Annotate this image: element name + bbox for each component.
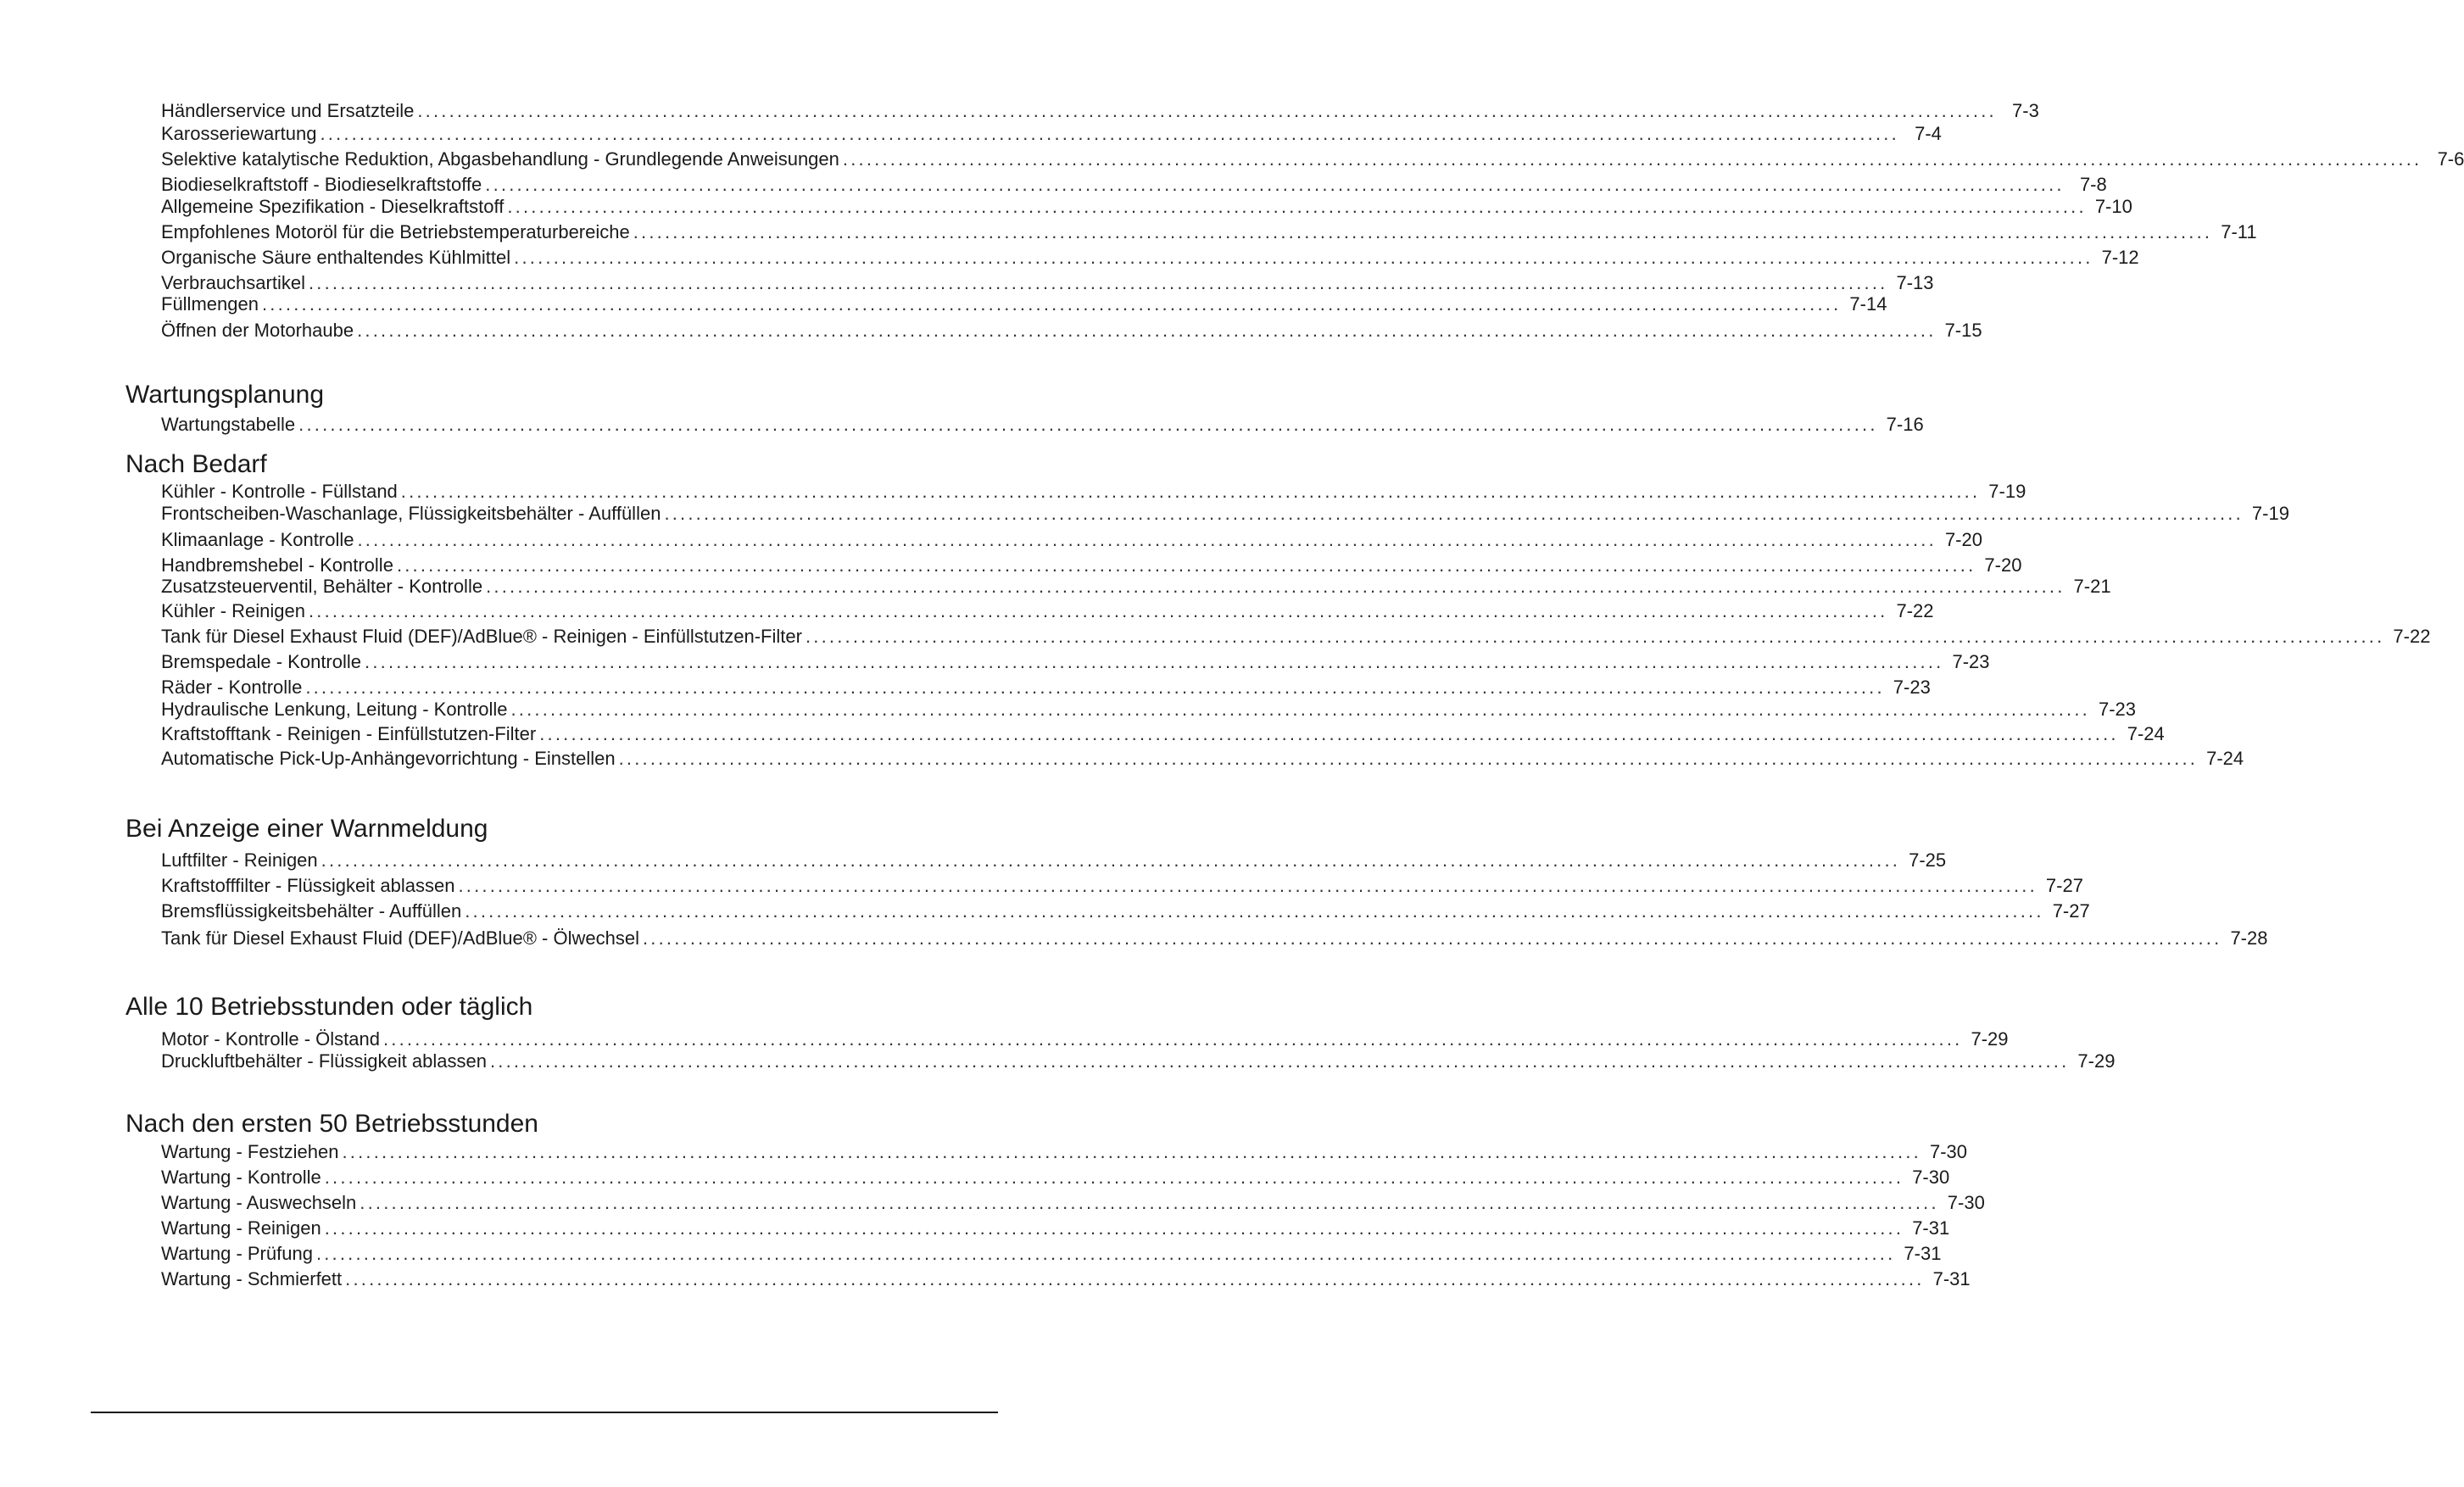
toc-leader-dots: ........................................................................................................................................................................................................ [315, 1243, 1896, 1264]
toc-entry-title: Tank für Diesel Exhaust Fluid (DEF)/AdBlue® - Ölwechsel [161, 927, 639, 949]
toc-leader-dots: ........................................................................................................................................................................................................ [507, 196, 2087, 217]
toc-entry[interactable] [161, 574, 2111, 598]
toc-leader-dots: ........................................................................................................................................................................................................ [396, 554, 1976, 576]
toc-entry-page: 7-14 [1849, 293, 1887, 315]
toc-entry[interactable] [161, 675, 1931, 699]
toc-entry-title: Bremsflüssigkeitsbehälter - Auffüllen [161, 900, 462, 922]
toc-entry[interactable] [161, 245, 2139, 269]
toc-leader-dots: ........................................................................................................................................................................................................ [664, 503, 2244, 524]
toc-entry-title: Druckluftbehälter - Flüssigkeit ablassen [161, 1050, 487, 1072]
toc-leader-dots: ........................................................................................................................................................................................................ [261, 293, 1842, 315]
toc-leader-dots: ........................................................................................................................................................................................................ [514, 247, 2093, 268]
toc-entry[interactable] [161, 926, 2268, 950]
toc-entry-title: Wartung - Schmierfett [161, 1268, 343, 1289]
toc-leader-dots: ........................................................................................................................................................................................................ [539, 723, 2119, 744]
toc-leader-dots: ........................................................................................................................................................................................................ [365, 651, 1944, 672]
toc-entry[interactable] [161, 318, 1982, 342]
toc-entry-title: Hydraulische Lenkung, Leitung - Kontrolle [161, 699, 508, 720]
toc-entry-title: Allgemeine Spezifikation - Dieselkraftstoff [161, 196, 505, 217]
toc-entry-title: Bremspedale - Kontrolle [161, 651, 362, 672]
toc-leader-dots: ........................................................................................................................................................................................................ [342, 1141, 1921, 1162]
section-heading: Nach Bedarf [125, 450, 267, 478]
toc-leader-dots: ........................................................................................................................................................................................................ [305, 677, 1885, 698]
toc-entry[interactable] [161, 121, 1942, 145]
toc-entry-page: 7-24 [2127, 723, 2165, 744]
toc-entry-page: 7-23 [1893, 677, 1931, 698]
toc-leader-dots: ........................................................................................................................................................................................................ [842, 148, 2422, 170]
toc-entry-title: Kraftstofftank - Reinigen - Einfüllstutzen-Filter [161, 723, 537, 744]
toc-leader-dots: ........................................................................................................................................................................................................ [489, 1050, 2070, 1072]
toc-entry-title: Wartung - Reinigen [161, 1217, 321, 1239]
toc-leader-dots: ........................................................................................................................................................................................................ [382, 1028, 1963, 1050]
toc-leader-dots: ........................................................................................................................................................................................................ [510, 699, 2090, 720]
toc-entry-page: 7-20 [1944, 529, 1982, 550]
toc-entry[interactable] [161, 1027, 2009, 1050]
toc-entry-page: 7-31 [1912, 1217, 1950, 1239]
toc-entry[interactable] [161, 1267, 1971, 1290]
toc-leader-dots: ........................................................................................................................................................................................................ [357, 529, 1937, 550]
toc-entry-title: Verbrauchsartikel [161, 272, 305, 293]
toc-entry-title: Tank für Diesel Exhaust Fluid (DEF)/AdBlue® - Reinigen - Einfüllstutzen-Filter [161, 626, 802, 647]
toc-entry-page: 7-23 [1952, 651, 1990, 672]
toc-entry-title: Wartung - Prüfung [161, 1243, 313, 1264]
toc-entry-title: Motor - Kontrolle - Ölstand [161, 1028, 380, 1050]
toc-entry-title: Karosseriewartung [161, 123, 317, 144]
toc-entry[interactable] [161, 501, 2289, 525]
toc-entry-page: 7-11 [2221, 221, 2257, 242]
toc-leader-dots: ........................................................................................................................................................................................................ [465, 900, 2044, 922]
toc-entry-title: Wartung - Auswechseln [161, 1192, 357, 1213]
toc-entry-page: 7-31 [1932, 1268, 1971, 1289]
toc-entry-title: Organische Säure enthaltendes Kühlmittel [161, 247, 511, 268]
toc-entry-title: Öffnen der Motorhaube [161, 320, 354, 341]
toc-leader-dots: ........................................................................................................................................................................................................ [485, 174, 2065, 195]
section-heading: Nach den ersten 50 Betriebsstunden [125, 1110, 538, 1138]
section-heading: Bei Anzeige einer Warnmeldung [125, 815, 488, 843]
toc-entry-page: 7-13 [1896, 272, 1934, 293]
toc-entry[interactable] [161, 553, 2022, 576]
toc-entry-title: Handbremshebel - Kontrolle [161, 554, 393, 576]
toc-entry-title: Biodieselkraftstoff - Biodieselkraftstoffe [161, 174, 482, 195]
toc-entry-title: Füllmengen [161, 293, 259, 315]
toc-entry-page: 7-27 [2045, 875, 2083, 896]
toc-entry[interactable] [161, 1190, 1985, 1214]
toc-leader-dots: ........................................................................................................................................................................................................ [417, 100, 1997, 121]
toc-entry[interactable] [161, 1241, 1942, 1265]
toc-entry-title: Automatische Pick-Up-Anhängevorrichtung - Einstellen [161, 748, 616, 769]
toc-entry-page: 7-29 [2077, 1050, 2116, 1072]
toc-entry[interactable] [161, 899, 2090, 922]
toc-leader-dots: ........................................................................................................................................................................................................ [308, 600, 1888, 621]
toc-entry-page: 7-23 [2098, 699, 2136, 720]
toc-entry-title: Empfohlenes Motoröl für die Betriebstemperaturbereiche [161, 221, 630, 242]
toc-entry-page: 7-21 [2073, 576, 2111, 597]
toc-entry[interactable] [161, 1139, 1968, 1163]
toc-entry[interactable] [161, 1049, 2116, 1072]
footer-divider [91, 1412, 998, 1413]
toc-entry-page: 7-28 [2230, 927, 2268, 949]
toc-entry-title: Klimaanlage - Kontrolle [161, 529, 354, 550]
toc-entry-page: 7-19 [2251, 503, 2289, 524]
toc-leader-dots: ........................................................................................................................................................................................................ [642, 927, 2222, 949]
toc-entry-title: Kühler - Reinigen [161, 600, 305, 621]
toc-entry[interactable] [161, 873, 2083, 897]
toc-entry[interactable] [161, 412, 1924, 436]
section-heading: Alle 10 Betriebsstunden oder täglich [125, 993, 533, 1021]
toc-entry[interactable] [161, 194, 2132, 218]
toc-entry-page: 7-29 [1971, 1028, 2009, 1050]
toc-entry-title: Händlerservice und Ersatzteile [161, 100, 415, 121]
toc-entry-page: 7-8 [2079, 174, 2107, 195]
toc-entry[interactable] [161, 147, 2464, 170]
toc-entry-page: 7-25 [1909, 849, 1947, 871]
toc-leader-dots: ........................................................................................................................................................................................................ [324, 1217, 1904, 1239]
toc-entry-page: 7-19 [1988, 481, 2026, 502]
toc-entry-title: Wartung - Festziehen [161, 1141, 339, 1162]
toc-leader-dots: ........................................................................................................................................................................................................ [486, 576, 2065, 597]
toc-leader-dots: ........................................................................................................................................................................................................ [633, 221, 2213, 242]
toc-leader-dots: ........................................................................................................................................................................................................ [400, 481, 1981, 502]
toc-entry-page: 7-15 [1944, 320, 1982, 341]
toc-entry-page: 7-3 [2012, 100, 2039, 121]
toc-entry[interactable] [161, 479, 2026, 503]
toc-entry-title: Zusatzsteuerventil, Behälter - Kontrolle [161, 576, 483, 597]
toc-leader-dots: ........................................................................................................................................................................................................ [298, 414, 1878, 435]
toc-entry-page: 7-20 [1984, 554, 2022, 576]
toc-entry[interactable] [161, 848, 1947, 872]
toc-leader-dots: ........................................................................................................................................................................................................ [805, 626, 2385, 647]
toc-entry-page: 7-12 [2101, 247, 2139, 268]
toc-entry[interactable] [161, 1165, 1950, 1189]
toc-leader-dots: ........................................................................................................................................................................................................ [345, 1268, 1925, 1289]
toc-entry[interactable] [161, 98, 2039, 122]
toc-entry-page: 7-10 [2094, 196, 2132, 217]
toc-entry-page: 7-27 [2052, 900, 2090, 922]
toc-entry-title: Frontscheiben-Waschanlage, Flüssigkeitsbehälter - Auffüllen [161, 503, 661, 524]
toc-entry-page: 7-16 [1886, 414, 1924, 435]
toc-entry[interactable] [161, 697, 2136, 721]
toc-entry-page: 7-6 [2437, 148, 2464, 170]
toc-leader-dots: ........................................................................................................................................................................................................ [321, 849, 1901, 871]
toc-entry[interactable] [161, 172, 2107, 196]
toc-leader-dots: ........................................................................................................................................................................................................ [618, 748, 2199, 769]
toc-entry[interactable] [161, 527, 1982, 551]
toc-entry-page: 7-4 [1915, 123, 1942, 144]
toc-entry-page: 7-31 [1904, 1243, 1942, 1264]
toc-leader-dots: ........................................................................................................................................................................................................ [308, 272, 1888, 293]
toc-entry-title: Luftfilter - Reinigen [161, 849, 318, 871]
toc-entry[interactable] [161, 624, 2431, 648]
toc-entry-page: 7-30 [1912, 1167, 1950, 1188]
toc-leader-dots: ........................................................................................................................................................................................................ [357, 320, 1937, 341]
toc-entry-page: 7-30 [1947, 1192, 1985, 1213]
toc-entry[interactable] [161, 649, 1990, 673]
toc-entry[interactable] [161, 1216, 1950, 1239]
toc-entry-page: 7-22 [1896, 600, 1934, 621]
toc-entry[interactable] [161, 746, 2244, 770]
toc-leader-dots: ........................................................................................................................................................................................................ [360, 1192, 1939, 1213]
toc-entry-page: 7-22 [2393, 626, 2431, 647]
toc-entry-title: Wartung - Kontrolle [161, 1167, 321, 1188]
toc-entry[interactable] [161, 721, 2165, 745]
section-heading: Wartungsplanung [125, 381, 325, 409]
toc-leader-dots: ........................................................................................................................................................................................................ [324, 1167, 1904, 1188]
toc-entry[interactable] [161, 220, 2257, 243]
toc-leader-dots: ........................................................................................................................................................................................................ [458, 875, 2038, 896]
toc-entry-title: Räder - Kontrolle [161, 677, 303, 698]
toc-entry-title: Kühler - Kontrolle - Füllstand [161, 481, 398, 502]
toc-entry[interactable] [161, 292, 1887, 315]
toc-entry[interactable] [161, 599, 1934, 622]
toc-entry-title: Wartungstabelle [161, 414, 296, 435]
toc-entry-title: Kraftstofffilter - Flüssigkeit ablassen [161, 875, 455, 896]
toc-entry[interactable] [161, 270, 1934, 294]
toc-entry-title: Selektive katalytische Reduktion, Abgasbehandlung - Grundlegende Anweisungen [161, 148, 839, 170]
toc-entry-page: 7-30 [1929, 1141, 1968, 1162]
toc-entry-page: 7-24 [2206, 748, 2244, 769]
toc-leader-dots: ........................................................................................................................................................................................................ [320, 123, 1899, 144]
